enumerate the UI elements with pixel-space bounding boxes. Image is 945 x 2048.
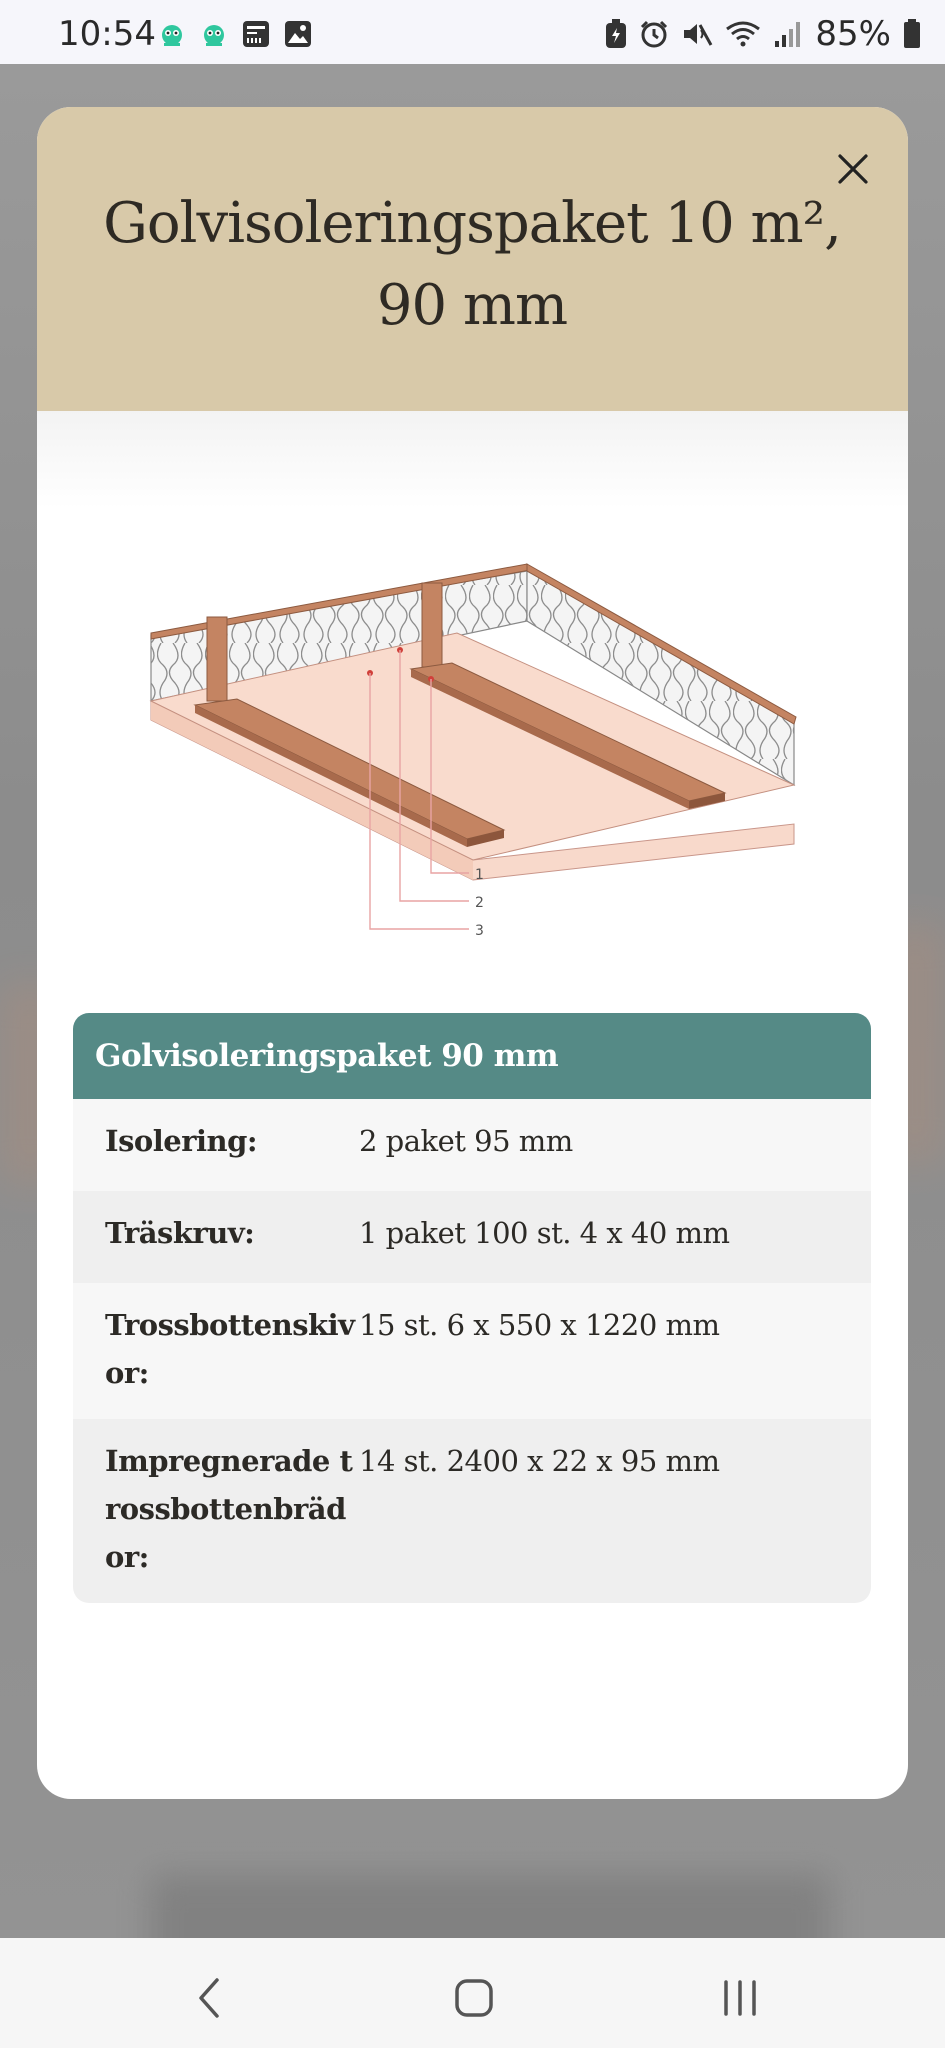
status-time: 10:54 bbox=[58, 14, 156, 54]
spec-label: Impregnerade trossbottenbrädor: bbox=[105, 1444, 353, 1574]
home-icon bbox=[454, 1978, 494, 2018]
recents-button[interactable] bbox=[710, 1968, 770, 2028]
spec-row bbox=[73, 1283, 871, 1419]
wifi-icon bbox=[725, 19, 761, 49]
diagram-illustration bbox=[37, 411, 908, 951]
signal-icon bbox=[773, 19, 803, 49]
recents-icon bbox=[720, 1978, 760, 2018]
modal-title: Golvisoleringspaket 10 m², 90 mm bbox=[103, 191, 841, 338]
battery-icon bbox=[903, 19, 921, 49]
battery-saver-icon bbox=[605, 19, 627, 49]
app-bird-icon bbox=[200, 20, 228, 48]
spec-value: 2 paket 95 mm bbox=[359, 1124, 573, 1158]
battery-percent: 85% bbox=[815, 14, 891, 54]
callout-label-3: 3 bbox=[475, 923, 484, 939]
back-icon bbox=[195, 1976, 225, 2020]
close-button[interactable] bbox=[827, 143, 879, 195]
spec-label: Trossbottenskivor: bbox=[105, 1308, 355, 1390]
back-button[interactable] bbox=[180, 1968, 240, 2028]
spec-row bbox=[73, 1419, 871, 1603]
system-indicators bbox=[605, 14, 921, 54]
callout-label-2: 2 bbox=[475, 895, 484, 911]
product-modal bbox=[37, 107, 908, 1799]
close-icon bbox=[836, 152, 870, 186]
modal-header bbox=[37, 107, 908, 411]
home-button[interactable] bbox=[444, 1968, 504, 2028]
spec-table bbox=[73, 1013, 871, 1603]
spec-table-heading: Golvisoleringspaket 90 mm bbox=[73, 1013, 871, 1099]
spec-label: Isolering: bbox=[105, 1124, 258, 1158]
spec-value: 14 st. 2400 x 22 x 95 mm bbox=[359, 1444, 720, 1478]
notification-icons bbox=[158, 20, 312, 48]
mute-icon bbox=[681, 19, 713, 49]
alarm-icon bbox=[639, 19, 669, 49]
spec-value: 15 st. 6 x 550 x 1220 mm bbox=[359, 1308, 720, 1342]
floor-insulation-diagram bbox=[37, 411, 908, 951]
status-bar bbox=[0, 0, 945, 64]
spec-label: Träskruv: bbox=[105, 1216, 255, 1250]
spec-row bbox=[73, 1191, 871, 1283]
news-icon bbox=[242, 20, 270, 48]
gallery-icon bbox=[284, 20, 312, 48]
app-bird-icon bbox=[158, 20, 186, 48]
system-nav-bar bbox=[0, 1938, 945, 2048]
callout-label-1: 1 bbox=[475, 867, 484, 883]
spec-value: 1 paket 100 st. 4 x 40 mm bbox=[359, 1216, 730, 1250]
spec-row bbox=[73, 1099, 871, 1191]
